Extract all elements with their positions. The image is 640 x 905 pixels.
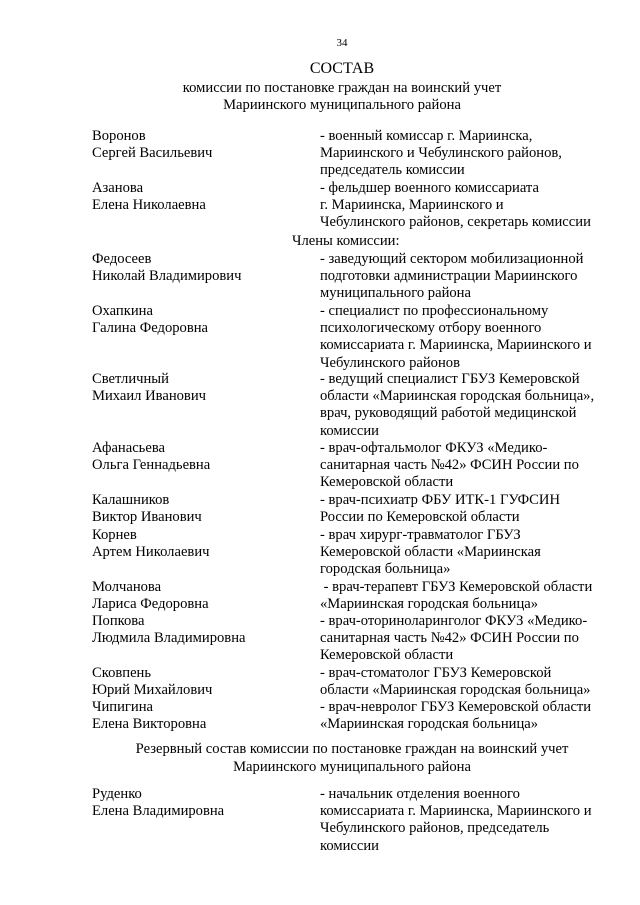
role-line: комиссии bbox=[320, 422, 379, 439]
member-surname: Чипигина bbox=[92, 699, 153, 715]
role-line: Кемеровской области bbox=[320, 474, 454, 491]
member-surname: Попкова bbox=[92, 613, 145, 629]
member-name bbox=[92, 251, 241, 285]
role-line: - ведущий специалист ГБУЗ Кемеровской bbox=[320, 371, 580, 387]
role-line: - врач-стоматолог ГБУЗ Кемеровской bbox=[320, 665, 552, 681]
role-line: Чебулинского районов bbox=[320, 354, 460, 371]
member-surname: Федосеев bbox=[92, 251, 152, 267]
member-name bbox=[92, 699, 206, 733]
reserve-heading-line: Мариинского муниципального района bbox=[233, 759, 471, 775]
role-line: муниципального района bbox=[320, 285, 471, 302]
member-given-names: Михаил Иванович bbox=[92, 388, 206, 405]
role-line: санитарная часть №42» ФСИН России по bbox=[320, 457, 579, 474]
member-role bbox=[320, 665, 620, 699]
role-line: комиссариата г. Мариинска, Мариинского и bbox=[320, 337, 592, 354]
role-line: - врач-психиатр ФБУ ИТК-1 ГУФСИН bbox=[320, 492, 560, 508]
role-line: председатель комиссии bbox=[320, 162, 465, 179]
member-name bbox=[92, 786, 224, 820]
role-line: - заведующий сектором мобилизационной bbox=[320, 251, 584, 267]
role-line: - военный комиссар г. Мариинска, bbox=[320, 128, 533, 144]
member-given-names: Сергей Васильевич bbox=[92, 145, 213, 162]
document-title: СОСТАВ bbox=[309, 60, 375, 77]
member-given-names: Николай Владимирович bbox=[92, 268, 242, 285]
role-line: Чебулинского районов, председатель bbox=[320, 820, 550, 837]
role-line: - врач-офтальмолог ФКУЗ «Медико- bbox=[320, 440, 548, 456]
member-role bbox=[320, 613, 620, 665]
member-name bbox=[92, 579, 209, 613]
role-line: «Мариинская городская больница» bbox=[320, 596, 539, 613]
role-line: комиссии bbox=[320, 837, 379, 854]
member-given-names: Галина Федоровна bbox=[92, 320, 209, 337]
role-line: городская больница» bbox=[320, 561, 451, 578]
page-number: 34 bbox=[336, 37, 348, 49]
member-role bbox=[320, 440, 620, 492]
subtitle-line: Мариинского муниципального района bbox=[223, 97, 461, 113]
member-role bbox=[320, 180, 620, 232]
role-line: комиссариата г. Мариинска, Мариинского и bbox=[320, 803, 592, 820]
role-line: «Мариинская городская больница» bbox=[320, 716, 539, 733]
member-name bbox=[92, 527, 209, 561]
role-line: Кемеровской области «Мариинская bbox=[320, 544, 541, 561]
role-line: врач, руководящий работой медицинской bbox=[320, 405, 577, 422]
member-given-names: Людмила Владимировна bbox=[92, 630, 246, 647]
member-role bbox=[320, 303, 620, 372]
role-line: подготовки администрации Мариинского bbox=[320, 268, 578, 285]
role-line: г. Мариинска, Мариинского и bbox=[320, 197, 504, 214]
member-role bbox=[320, 128, 620, 180]
member-surname: Корнев bbox=[92, 527, 137, 543]
role-line: - специалист по профессиональному bbox=[320, 303, 549, 319]
member-surname: Молчанова bbox=[92, 579, 162, 595]
member-given-names: Виктор Иванович bbox=[92, 509, 202, 526]
member-name bbox=[92, 303, 208, 337]
role-line: области «Мариинская городская больница» bbox=[320, 682, 591, 699]
role-line: - начальник отделения военного bbox=[320, 786, 520, 802]
member-given-names: Ольга Геннадьевна bbox=[92, 457, 211, 474]
member-surname: Сковпень bbox=[92, 665, 152, 681]
member-surname: Светличный bbox=[92, 371, 169, 387]
member-role bbox=[320, 527, 620, 579]
role-line: - врач-невролог ГБУЗ Кемеровской области bbox=[320, 699, 592, 715]
member-role bbox=[320, 786, 620, 855]
member-surname: Афанасьева bbox=[92, 440, 165, 456]
member-name bbox=[92, 613, 245, 647]
member-name bbox=[92, 440, 210, 474]
member-surname: Азанова bbox=[92, 180, 144, 196]
role-line: Кемеровской области bbox=[320, 647, 454, 664]
role-line: психологическому отбору военного bbox=[320, 320, 542, 337]
role-line: санитарная часть №42» ФСИН России по bbox=[320, 630, 579, 647]
members-label: Члены комиссии: bbox=[292, 233, 400, 249]
member-role bbox=[320, 579, 620, 613]
role-line: Чебулинского районов, секретарь комиссии bbox=[320, 214, 591, 231]
role-line: - врач-терапевт ГБУЗ Кемеровской области bbox=[320, 579, 593, 595]
member-surname: Руденко bbox=[92, 786, 142, 802]
member-given-names: Елена Викторовна bbox=[92, 716, 207, 733]
member-surname: Калашников bbox=[92, 492, 170, 508]
role-line: - фельдшер военного комиссариата bbox=[320, 180, 539, 196]
member-name bbox=[92, 665, 212, 699]
member-given-names: Артем Николаевич bbox=[92, 544, 210, 561]
role-line: - врач-оториноларинголог ФКУЗ «Медико- bbox=[320, 613, 588, 629]
role-line: России по Кемеровской области bbox=[320, 509, 520, 526]
member-role bbox=[320, 699, 620, 733]
member-name bbox=[92, 128, 212, 162]
member-surname: Охапкина bbox=[92, 303, 153, 319]
member-given-names: Елена Николаевна bbox=[92, 197, 206, 214]
member-role bbox=[320, 251, 620, 303]
subtitle-line: комиссии по постановке граждан на воинский учет bbox=[182, 80, 502, 96]
member-given-names: Елена Владимировна bbox=[92, 803, 225, 820]
member-role bbox=[320, 492, 620, 526]
member-given-names: Лариса Федоровна bbox=[92, 596, 209, 613]
member-name bbox=[92, 492, 202, 526]
role-line: - врач хирург-травматолог ГБУЗ bbox=[320, 527, 521, 543]
member-given-names: Юрий Михайлович bbox=[92, 682, 213, 699]
member-name bbox=[92, 371, 206, 405]
member-role bbox=[320, 371, 620, 440]
member-name bbox=[92, 180, 206, 214]
role-line: области «Мариинская городская больница», bbox=[320, 388, 595, 405]
role-line: Мариинского и Чебулинского районов, bbox=[320, 145, 562, 162]
reserve-heading-line: Резервный состав комиссии по постановке граждан на воинский учет bbox=[135, 741, 569, 757]
member-surname: Воронов bbox=[92, 128, 146, 144]
